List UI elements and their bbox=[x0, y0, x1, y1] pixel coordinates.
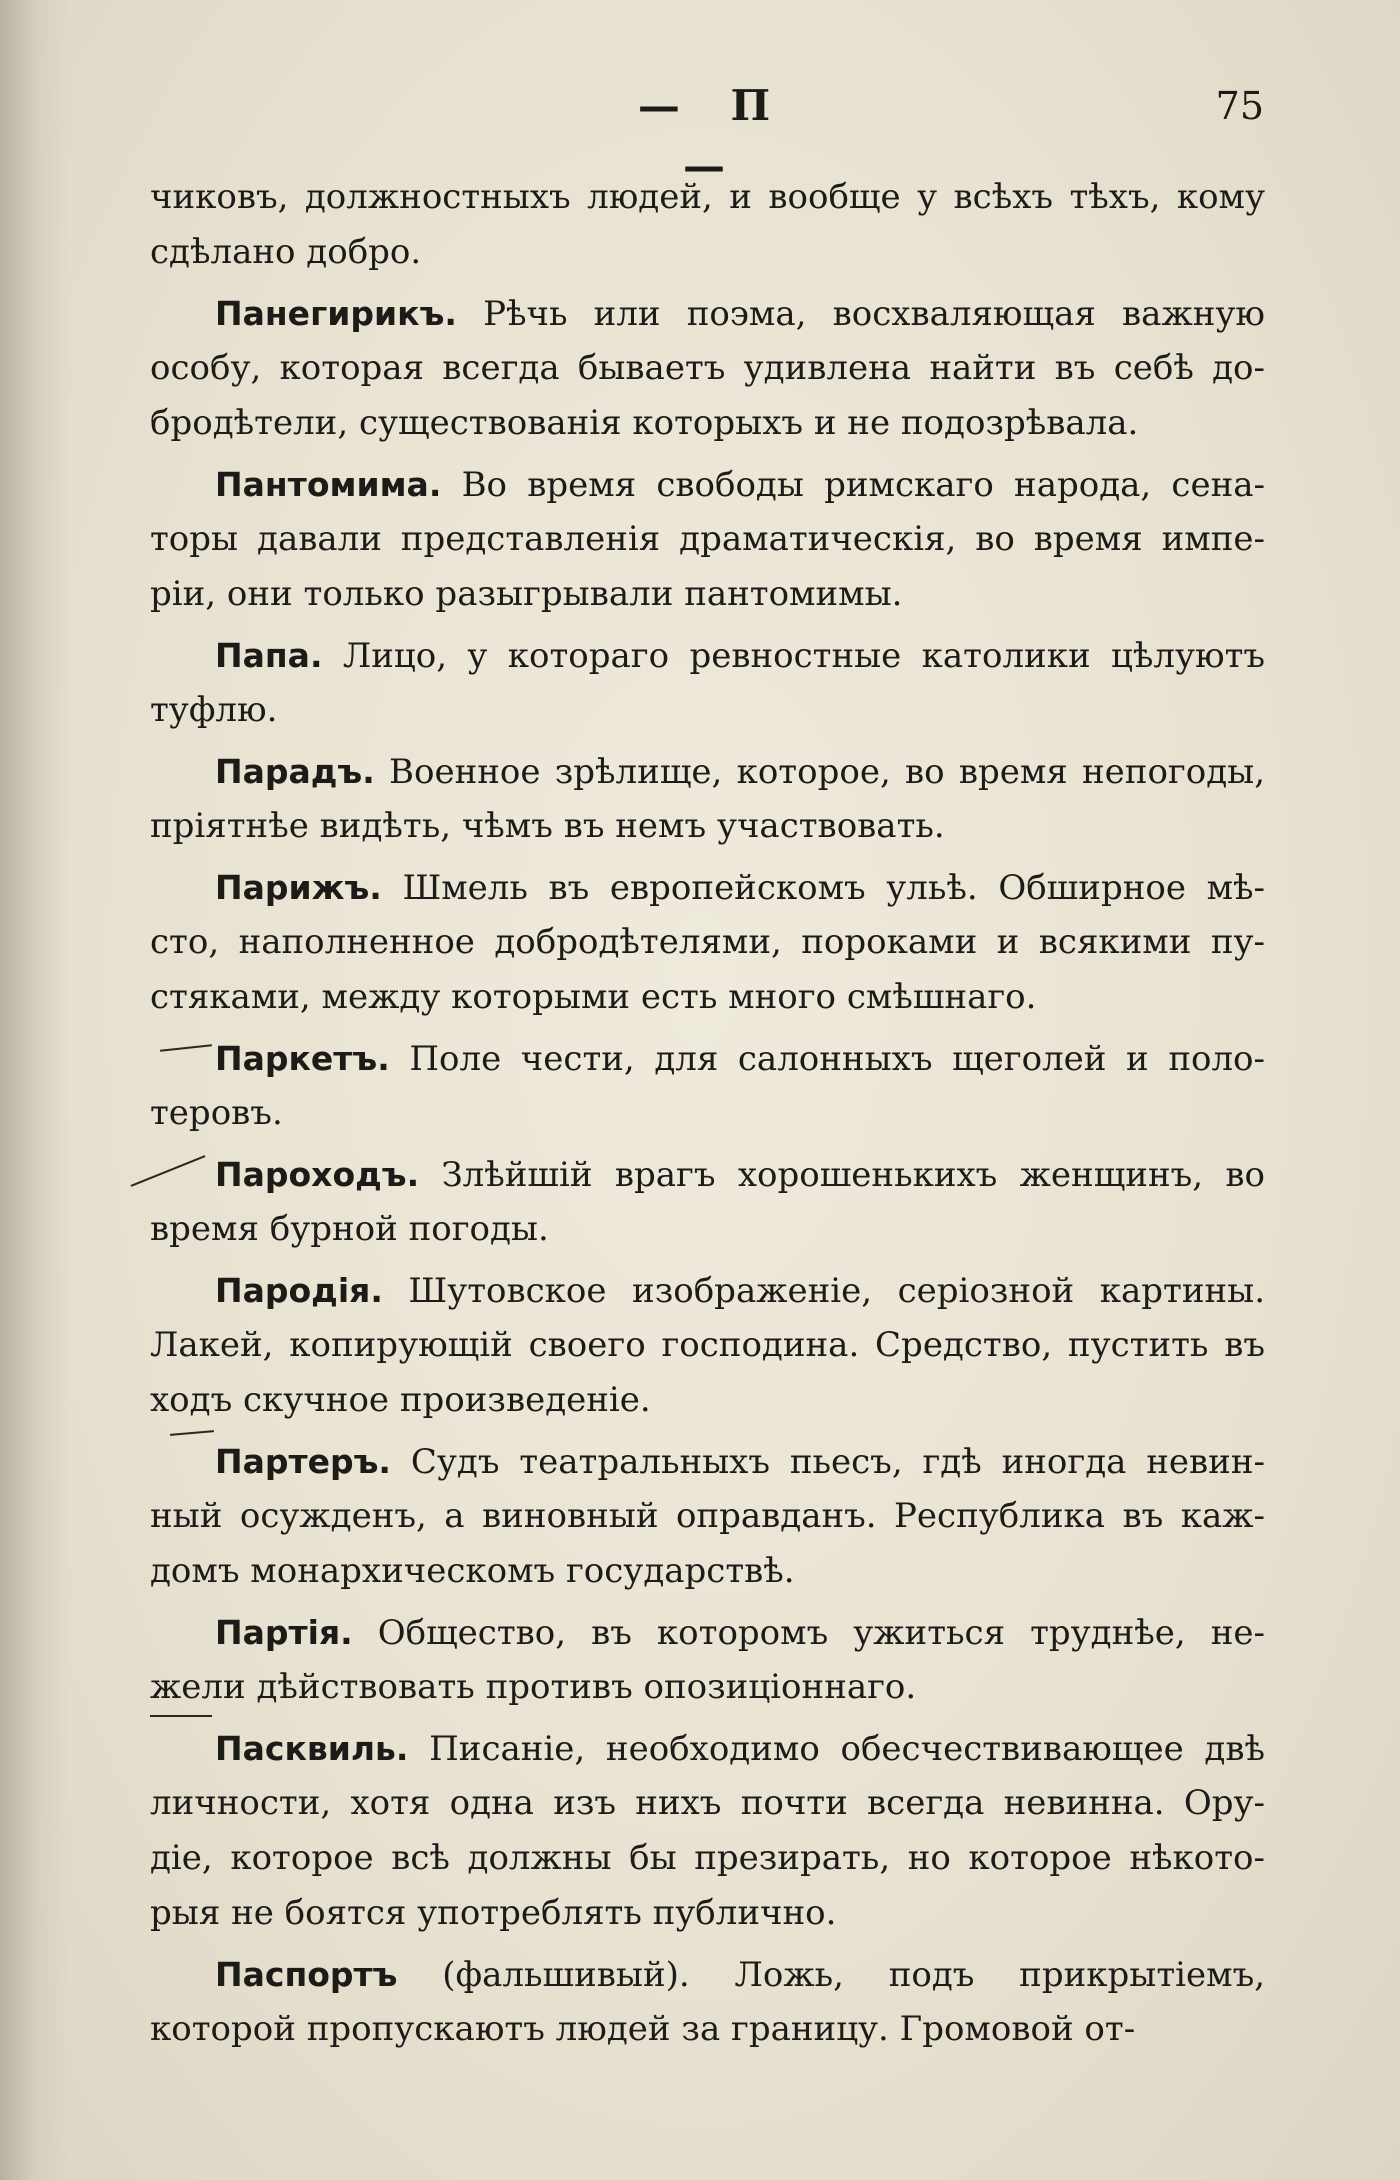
line-text: Рѣчь или поэма, восхваляющая важную bbox=[483, 294, 1265, 334]
line-text: діе, которое всѣ должны бы презирать, но которое нѣкото- bbox=[150, 1838, 1265, 1878]
line-text: ходъ скучное произведеніе. bbox=[150, 1380, 651, 1420]
line-text: теровъ. bbox=[150, 1093, 283, 1133]
running-head: — П — bbox=[637, 81, 789, 190]
entry-headword: Пародія. bbox=[215, 1271, 383, 1310]
line-text: сдѣлано добро. bbox=[150, 232, 422, 272]
entry-headword: Партія. bbox=[215, 1613, 353, 1652]
entry-first-line bbox=[150, 457, 1265, 512]
entry-first-line bbox=[150, 628, 1265, 683]
line-text: бродѣтели, существованія которыхъ и не подозрѣвала. bbox=[150, 403, 1139, 443]
page-number: 75 bbox=[1215, 84, 1264, 128]
entry-headword: Паркетъ. bbox=[215, 1039, 390, 1078]
text-line bbox=[150, 1776, 1265, 1831]
text-line bbox=[150, 341, 1265, 396]
line-text: ный осужденъ, а виновный оправданъ. Республика въ каж- bbox=[150, 1496, 1265, 1536]
entry-headword: Пантомима. bbox=[215, 465, 442, 504]
line-text: Злѣйшій врагъ хорошенькихъ женщинъ, во bbox=[441, 1155, 1265, 1195]
entry-first-line bbox=[150, 286, 1265, 341]
line-text: Военное зрѣлище, которое, во время непогоды, bbox=[389, 752, 1265, 792]
line-text: Лакей, копирующій своего господина. Средство, пустить въ bbox=[150, 1325, 1265, 1365]
line-text: пріятнѣе видѣть, чѣмъ въ немъ участвовать. bbox=[150, 806, 945, 846]
text-line bbox=[150, 567, 1265, 622]
line-text: ріи, они только разыгрывали пантомимы. bbox=[150, 574, 903, 614]
line-text: Судъ театральныхъ пьесъ, гдѣ иногда невин- bbox=[410, 1442, 1265, 1482]
line-text: Поле чести, для салонныхъ щеголей и поло- bbox=[409, 1039, 1266, 1079]
text-line bbox=[150, 396, 1265, 451]
entry-first-line bbox=[150, 1947, 1265, 2002]
line-text: время бурной погоды. bbox=[150, 1209, 549, 1249]
line-text: сто, наполненное добродѣтелями, пороками и всякими пу- bbox=[150, 922, 1265, 962]
line-text: рыя не боятся употреблять публично. bbox=[150, 1893, 837, 1933]
text-line bbox=[150, 1831, 1265, 1886]
text-line bbox=[150, 2002, 1265, 2057]
line-text: Писаніе, необходимо обесчествивающее двѣ bbox=[429, 1729, 1265, 1769]
text-line bbox=[150, 1886, 1265, 1941]
line-text: особу, которая всегда бываетъ удивлена найти въ себѣ до- bbox=[150, 348, 1265, 388]
line-text: (фальшивый). Ложь, подъ прикрытіемъ, bbox=[442, 1955, 1266, 1995]
page-header bbox=[0, 76, 1400, 190]
text-line bbox=[150, 1202, 1265, 1257]
entry-headword: Пасквиль. bbox=[215, 1729, 409, 1768]
line-text: Во время свободы римскаго народа, сена- bbox=[461, 465, 1265, 505]
line-text: жели дѣйствовать противъ опозиціоннаго. bbox=[150, 1667, 917, 1707]
line-text: торы давали представленія драматическія, во время импе- bbox=[150, 519, 1265, 559]
entry-first-line bbox=[150, 1605, 1265, 1660]
entry-headword: Парадъ. bbox=[215, 752, 375, 791]
text-line bbox=[150, 1660, 1265, 1715]
entry-first-line bbox=[150, 1263, 1265, 1318]
page-body bbox=[150, 170, 1265, 2057]
line-text: Шмель въ европейскомъ ульѣ. Обширное мѣ- bbox=[402, 868, 1266, 908]
entry-first-line bbox=[150, 744, 1265, 799]
text-line bbox=[150, 1086, 1265, 1141]
text-line bbox=[150, 1373, 1265, 1428]
text-line bbox=[150, 1489, 1265, 1544]
entry-headword: Парижъ. bbox=[215, 868, 382, 907]
line-text: туфлю. bbox=[150, 690, 278, 730]
line-text: Шутовское изображеніе, серіозной картины. bbox=[408, 1271, 1266, 1311]
text-line bbox=[150, 1544, 1265, 1599]
line-text: которой пропускаютъ людей за границу. Громовой от- bbox=[150, 2009, 1136, 2049]
text-line bbox=[150, 512, 1265, 567]
line-text: Лицо, у котораго ревностные католики цѣлуютъ bbox=[342, 636, 1266, 676]
line-text: стяками, между которыми есть много смѣшнаго. bbox=[150, 977, 1037, 1017]
entry-headword: Папа. bbox=[215, 636, 323, 675]
line-text: чиковъ, должностныхъ людей, и вообще у всѣхъ тѣхъ, кому bbox=[150, 177, 1265, 217]
entry-headword: Панегирикъ. bbox=[215, 294, 457, 333]
line-text: домъ монархическомъ государствѣ. bbox=[150, 1551, 795, 1591]
entry-first-line bbox=[150, 1434, 1265, 1489]
entry-first-line bbox=[150, 1031, 1265, 1086]
text-line bbox=[150, 1318, 1265, 1373]
text-line bbox=[150, 799, 1265, 854]
text-line bbox=[150, 225, 1265, 280]
text-line bbox=[150, 170, 1265, 225]
text-line bbox=[150, 683, 1265, 738]
entry-headword: Пароходъ. bbox=[215, 1155, 420, 1194]
entry-headword: Паспортъ bbox=[215, 1955, 398, 1994]
entry-first-line bbox=[150, 1147, 1265, 1202]
text-line bbox=[150, 970, 1265, 1025]
entry-headword: Партеръ. bbox=[215, 1442, 391, 1481]
line-text: Общество, въ которомъ ужиться труднѣе, не- bbox=[377, 1613, 1265, 1653]
margin-pencil-mark bbox=[150, 1715, 212, 1717]
entry-first-line bbox=[150, 1721, 1265, 1776]
text-line bbox=[150, 915, 1265, 970]
entry-first-line bbox=[150, 860, 1265, 915]
line-text: личности, хотя одна изъ нихъ почти всегда невинна. Ору- bbox=[150, 1783, 1265, 1823]
